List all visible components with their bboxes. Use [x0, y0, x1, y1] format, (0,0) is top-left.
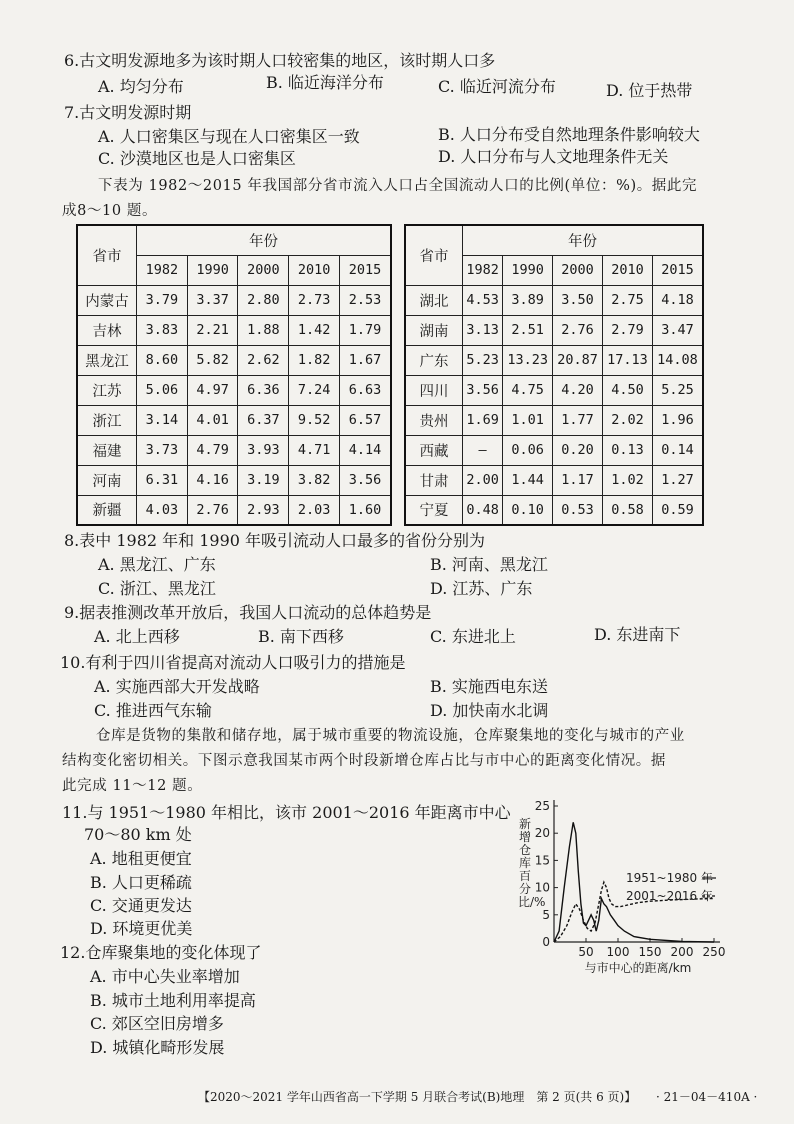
question-7-option-a: A. 人口密集区与现在人口密集区一致	[98, 127, 360, 146]
province-name: 吉林	[77, 315, 137, 345]
table-cell: 14.08	[652, 345, 703, 375]
table-cell: 2.73	[289, 285, 340, 315]
table-cell: 0.48	[463, 495, 503, 525]
table-cell: 1.77	[553, 405, 603, 435]
province-name: 浙江	[77, 405, 137, 435]
table-cell: 1.60	[339, 495, 391, 525]
province-name: 甘肃	[405, 465, 463, 495]
table-cell: 13.23	[503, 345, 553, 375]
table-cell: 1.17	[553, 465, 603, 495]
table-cell: 6.57	[339, 405, 391, 435]
question-10-option-c: C. 推进西气东输	[94, 701, 212, 720]
table-cell: 3.50	[553, 285, 603, 315]
table-cell: —	[463, 435, 503, 465]
question-9-stem: 9.据表推测改革开放后，我国人口流动的总体趋势是	[64, 603, 432, 622]
y-tick-label: 15	[534, 853, 550, 868]
question-8-option-a: A. 黑龙江、广东	[98, 555, 216, 574]
table-cell: 3.19	[238, 465, 289, 495]
table-cell: 20.87	[553, 345, 603, 375]
x-axis-label: 与市中心的距离/km	[584, 961, 692, 975]
table-cell: 2.79	[603, 315, 653, 345]
table-row	[405, 465, 703, 495]
table-cell: 0.53	[553, 495, 603, 525]
table-cell: 4.01	[187, 405, 238, 435]
year-2015: 2015	[339, 255, 391, 285]
year-2010: 2010	[603, 255, 653, 285]
province-name: 宁夏	[405, 495, 463, 525]
table-row	[77, 405, 391, 435]
table-cell: 2.76	[187, 495, 238, 525]
question-12-option-d: D. 城镇化畸形发展	[90, 1038, 225, 1057]
table-cell: 1.42	[289, 315, 340, 345]
table-cell: 3.89	[503, 285, 553, 315]
table-row	[405, 495, 703, 525]
table-cell: 1.01	[503, 405, 553, 435]
table-cell: 5.25	[652, 375, 703, 405]
year-2015: 2015	[652, 255, 703, 285]
legend-label-1951-1980: 1951~1980 年	[626, 871, 713, 885]
question-12-stem: 12.仓库聚集地的变化体现了	[60, 943, 262, 962]
province-name: 广东	[405, 345, 463, 375]
question-12-option-c: C. 郊区空旧房增多	[90, 1014, 224, 1033]
question-9-option-b: B. 南下西移	[258, 627, 344, 646]
question-11-stem-line-1: 11.与 1951～1980 年相比，该市 2001～2016 年距离市中心	[62, 803, 511, 822]
table-cell: 4.20	[553, 375, 603, 405]
table-cell: 2.93	[238, 495, 289, 525]
chart-intro-line-1: 仓库是货物的集散和储存地，属于城市重要的物流设施，仓库聚集地的变化与城市的产业	[96, 728, 685, 744]
y-tick-label: 20	[534, 826, 550, 841]
table-cell: 5.06	[137, 375, 188, 405]
question-8-option-b: B. 河南、黑龙江	[430, 555, 548, 574]
population-table-left	[76, 224, 392, 526]
province-name: 四川	[405, 375, 463, 405]
table-cell: 0.06	[503, 435, 553, 465]
table-intro-line-2: 成8～10 题。	[62, 203, 158, 219]
question-6-option-a: A. 均匀分布	[98, 77, 184, 96]
table-cell: 6.63	[339, 375, 391, 405]
table-row	[405, 405, 703, 435]
table-cell: 0.20	[553, 435, 603, 465]
table-cell: 4.14	[339, 435, 391, 465]
province-name: 福建	[77, 435, 137, 465]
table-row	[405, 375, 703, 405]
province-name: 湖北	[405, 285, 463, 315]
table-cell: 1.82	[289, 345, 340, 375]
province-name: 黑龙江	[77, 345, 137, 375]
table-cell: 2.21	[187, 315, 238, 345]
question-10-stem: 10.有利于四川省提高对流动人口吸引力的措施是	[60, 653, 406, 672]
question-10-option-a: A. 实施西部大开发战略	[94, 677, 260, 696]
question-8-option-d: D. 江苏、广东	[430, 579, 533, 598]
year-1990: 1990	[187, 255, 238, 285]
footer-exam-info: 【2020～2021 学年山西省高一下学期 5 月联合考试(B)地理 第 2 页(共 6 页)】	[198, 1090, 637, 1104]
population-table-right	[404, 224, 704, 526]
year-1982: 1982	[463, 255, 503, 285]
header-province: 省市	[77, 225, 137, 285]
table-row	[405, 285, 703, 315]
chart-y-axis-label: 新增仓库百分比/%	[518, 817, 546, 909]
question-6-option-b: B. 临近海洋分布	[266, 73, 384, 92]
table-row	[77, 345, 391, 375]
x-tick-label: 200	[670, 945, 694, 959]
x-tick-label: 250	[702, 945, 726, 959]
province-name: 江苏	[77, 375, 137, 405]
question-11-stem-line-2: 70～80 km 处	[84, 825, 192, 844]
table-cell: 9.52	[289, 405, 340, 435]
table-cell: 2.76	[553, 315, 603, 345]
table-row	[77, 285, 391, 315]
table-cell: 2.75	[603, 285, 653, 315]
y-tick-label: 25	[534, 799, 550, 813]
chart-intro-line-2: 结构变化密切相关。下图示意我国某市两个时段新增仓库占比与市中心的距离变化情况。据	[62, 753, 666, 769]
footer-code: · 21－04－410A ·	[656, 1090, 758, 1104]
question-9-option-d: D. 东进南下	[594, 625, 681, 644]
table-cell: 3.93	[238, 435, 289, 465]
y-tick-label: 10	[534, 880, 550, 895]
question-6-option-c: C. 临近河流分布	[438, 77, 556, 96]
province-name: 新疆	[77, 495, 137, 525]
table-cell: 0.10	[503, 495, 553, 525]
table-cell: 3.82	[289, 465, 340, 495]
table-cell: 4.16	[187, 465, 238, 495]
province-name: 西藏	[405, 435, 463, 465]
x-tick-label: 100	[606, 945, 630, 959]
table-cell: 7.24	[289, 375, 340, 405]
table-cell: 2.53	[339, 285, 391, 315]
question-11-option-a: A. 地租更便宜	[90, 849, 192, 868]
table-row	[405, 315, 703, 345]
header-province: 省市	[405, 225, 463, 285]
table-cell: 4.97	[187, 375, 238, 405]
question-10-option-d: D. 加快南水北调	[430, 701, 549, 720]
question-7-stem: 7.古文明发源时期	[64, 103, 192, 122]
x-tick-label: 50	[578, 945, 594, 959]
table-cell: 1.27	[652, 465, 703, 495]
legend-label-2001-2016: 2001~2016 年	[626, 889, 713, 903]
table-cell: 3.79	[137, 285, 188, 315]
table-row	[77, 465, 391, 495]
province-name: 河南	[77, 465, 137, 495]
table-row	[77, 375, 391, 405]
table-cell: 1.79	[339, 315, 391, 345]
table-cell: 3.14	[137, 405, 188, 435]
table-cell: 0.13	[603, 435, 653, 465]
table-cell: 1.88	[238, 315, 289, 345]
table-row	[77, 435, 391, 465]
question-6-stem: 6.古文明发源地多为该时期人口较密集的地区，该时期人口多	[64, 51, 496, 70]
header-year: 年份	[137, 225, 392, 255]
table-cell: 3.37	[187, 285, 238, 315]
year-2000: 2000	[553, 255, 603, 285]
table-cell: 1.44	[503, 465, 553, 495]
year-2010: 2010	[289, 255, 340, 285]
chart-intro-line-3: 此完成 11～12 题。	[62, 778, 203, 794]
table-cell: 3.13	[463, 315, 503, 345]
question-9-option-a: A. 北上西移	[94, 627, 180, 646]
table-cell: 4.50	[603, 375, 653, 405]
table-cell: 2.00	[463, 465, 503, 495]
question-11-option-d: D. 环境更优美	[90, 919, 193, 938]
header-year: 年份	[463, 225, 704, 255]
x-tick-label: 150	[638, 945, 662, 959]
table-cell: 4.79	[187, 435, 238, 465]
warehouse-distance-chart	[530, 792, 730, 982]
table-cell: 4.75	[503, 375, 553, 405]
question-11-option-b: B. 人口更稀疏	[90, 873, 192, 892]
table-cell: 5.23	[463, 345, 503, 375]
question-7-option-d: D. 人口分布与人文地理条件无关	[438, 147, 669, 166]
table-cell: 0.14	[652, 435, 703, 465]
province-name: 湖南	[405, 315, 463, 345]
table-row	[77, 315, 391, 345]
table-cell: 4.03	[137, 495, 188, 525]
table-row	[405, 435, 703, 465]
year-1990: 1990	[503, 255, 553, 285]
table-cell: 2.02	[603, 405, 653, 435]
table-cell: 3.47	[652, 315, 703, 345]
table-cell: 4.18	[652, 285, 703, 315]
table-cell: 6.31	[137, 465, 188, 495]
table-cell: 5.82	[187, 345, 238, 375]
table-cell: 2.62	[238, 345, 289, 375]
table-row	[405, 345, 703, 375]
year-1982: 1982	[137, 255, 188, 285]
table-cell: 1.67	[339, 345, 391, 375]
table-cell: 4.71	[289, 435, 340, 465]
table-cell: 1.96	[652, 405, 703, 435]
table-cell: 3.56	[339, 465, 391, 495]
table-cell: 4.53	[463, 285, 503, 315]
year-2000: 2000	[238, 255, 289, 285]
y-tick-label: 0	[542, 935, 550, 949]
table-cell: 0.59	[652, 495, 703, 525]
table-cell: 17.13	[603, 345, 653, 375]
question-7-option-b: B. 人口分布受自然地理条件影响较大	[438, 125, 700, 144]
y-tick-label: 5	[542, 907, 550, 922]
table-cell: 8.60	[137, 345, 188, 375]
table-cell: 1.69	[463, 405, 503, 435]
table-cell: 6.37	[238, 405, 289, 435]
table-cell: 3.56	[463, 375, 503, 405]
question-10-option-b: B. 实施西电东送	[430, 677, 548, 696]
question-9-option-c: C. 东进北上	[430, 627, 516, 646]
question-12-option-b: B. 城市土地利用率提高	[90, 991, 256, 1010]
question-6-option-d: D. 位于热带	[606, 81, 693, 100]
table-cell: 6.36	[238, 375, 289, 405]
table-cell: 2.51	[503, 315, 553, 345]
table-cell: 2.03	[289, 495, 340, 525]
question-8-stem: 8.表中 1982 年和 1990 年吸引流动人口最多的省份分别为	[64, 531, 486, 550]
question-7-option-c: C. 沙漠地区也是人口密集区	[98, 149, 296, 168]
question-11-option-c: C. 交通更发达	[90, 896, 192, 915]
table-cell: 3.73	[137, 435, 188, 465]
table-cell: 1.02	[603, 465, 653, 495]
question-8-option-c: C. 浙江、黑龙江	[98, 579, 216, 598]
province-name: 内蒙古	[77, 285, 137, 315]
province-name: 贵州	[405, 405, 463, 435]
table-cell: 0.58	[603, 495, 653, 525]
table-cell: 3.83	[137, 315, 188, 345]
table-intro-line-1: 下表为 1982～2015 年我国部分省市流入人口占全国流动人口的比例(单位：%)。据此完	[98, 178, 698, 194]
table-row	[77, 495, 391, 525]
table-cell: 2.80	[238, 285, 289, 315]
question-12-option-a: A. 市中心失业率增加	[90, 967, 240, 986]
